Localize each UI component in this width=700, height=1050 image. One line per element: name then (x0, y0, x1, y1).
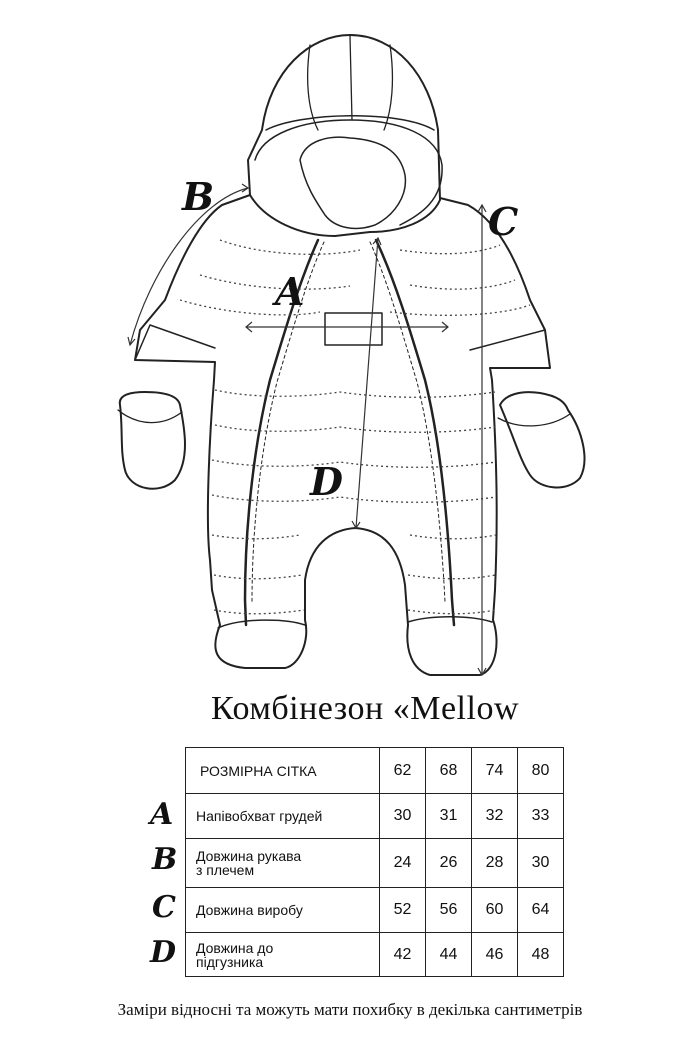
table-cell: 26 (426, 839, 472, 888)
row-letter-c: C (152, 890, 176, 925)
table-cell: 31 (426, 794, 472, 839)
row-letter-a: A (150, 797, 174, 832)
table-cell: 52 (380, 888, 426, 933)
body-outline (135, 195, 550, 675)
table-cell: 28 (472, 839, 518, 888)
letter-c: C (488, 199, 519, 244)
table-cell: 33 (518, 794, 564, 839)
row-label: Довжина рукава з плечем (186, 839, 380, 888)
letter-d: D (310, 459, 343, 504)
row-label: Напівобхват грудей (186, 794, 380, 839)
size-table (185, 747, 564, 977)
header-label: РОЗМІРНА СІТКА (186, 748, 380, 794)
arrow-d (356, 238, 378, 528)
row-label: Довжина до підгузника (186, 933, 380, 977)
product-title: Комбінезон «Mellow (211, 690, 519, 727)
table-cell: 44 (426, 933, 472, 977)
size-62: 62 (380, 748, 426, 794)
letter-a: A (275, 269, 305, 314)
table-header-row (186, 748, 564, 794)
table-cell: 32 (472, 794, 518, 839)
size-80: 80 (518, 748, 564, 794)
table-row (186, 933, 564, 977)
table-cell: 60 (472, 888, 518, 933)
table-row (186, 794, 564, 839)
table-cell: 30 (380, 794, 426, 839)
table-cell: 48 (518, 933, 564, 977)
table-cell: 56 (426, 888, 472, 933)
table-cell: 46 (472, 933, 518, 977)
size-68: 68 (426, 748, 472, 794)
right-mitten (500, 392, 584, 487)
table-cell: 42 (380, 933, 426, 977)
size-74: 74 (472, 748, 518, 794)
table-cell: 30 (518, 839, 564, 888)
row-label: Довжина виробу (186, 888, 380, 933)
letter-b: B (182, 174, 215, 219)
table-cell: 24 (380, 839, 426, 888)
table-row (186, 839, 564, 888)
left-mitten (120, 392, 185, 489)
row-letter-d: D (150, 935, 177, 970)
row-letter-b: B (152, 842, 178, 877)
table-row (186, 888, 564, 933)
disclaimer-note: Заміри відносні та можуть мати похибку в декілька сантиметрів (117, 1000, 583, 1019)
table-cell: 64 (518, 888, 564, 933)
